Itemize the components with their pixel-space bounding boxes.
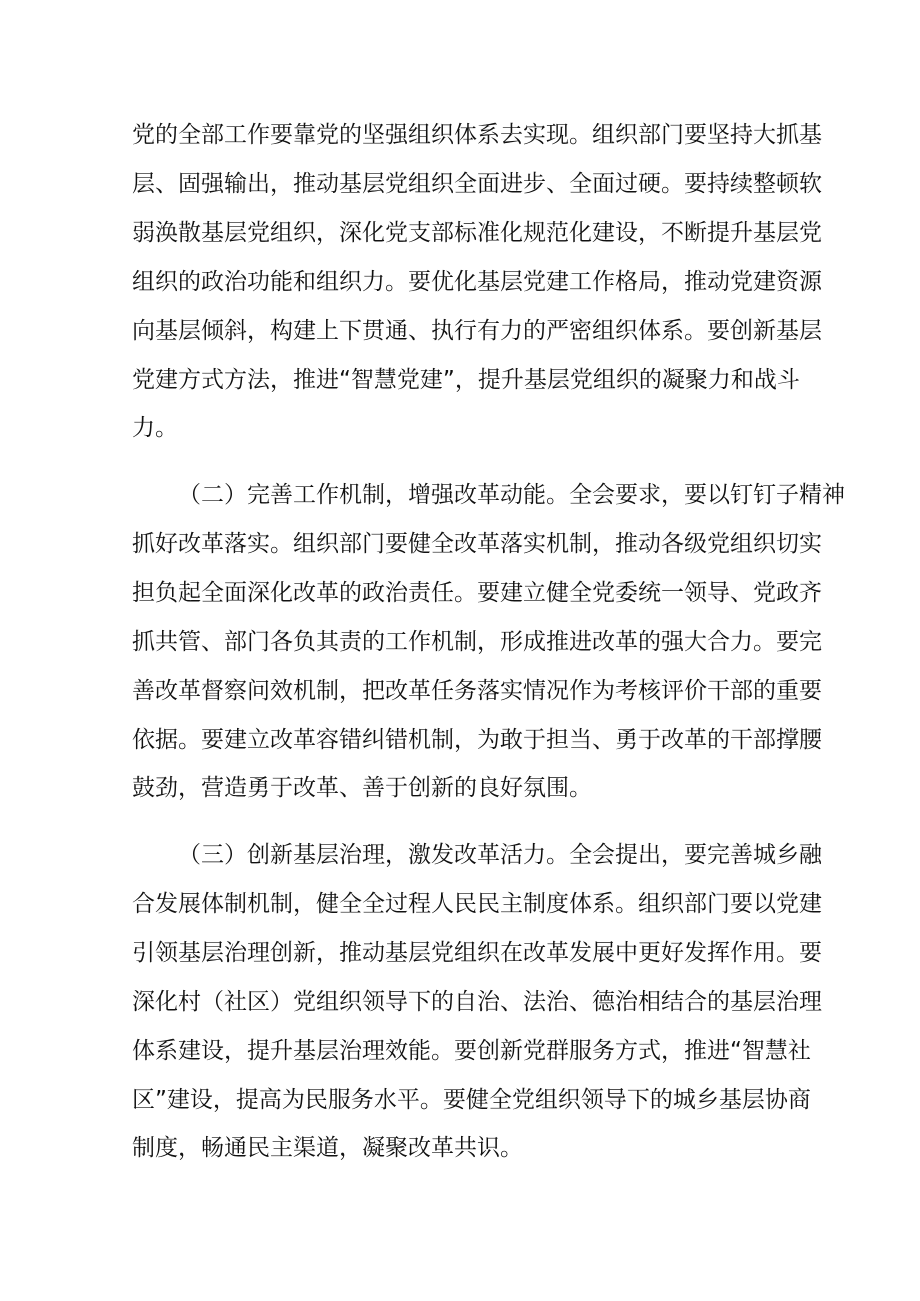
line-text: 组织的政治功能和组织力。要优化基层党建工作格局，推动党建资源: [132, 269, 822, 295]
paragraph-3-line-1: [0, 831, 920, 879]
paragraph-3-line-3: [0, 929, 920, 977]
line-text: 力。: [132, 415, 178, 441]
line-text: 层、固强输出，推动基层党组织全面进步、全面过硬。要持续整顿软: [132, 171, 822, 197]
paragraph-1-line-2: [0, 160, 920, 208]
paragraph-2-line-4: [0, 618, 920, 666]
line-text: 依据。要建立改革容错纠错机制，为敢于担当、勇于改革的干部撑腰: [132, 727, 822, 753]
paragraph-1-line-6: [0, 356, 920, 404]
paragraph-2-line-1: [0, 471, 920, 519]
line-text: （二）完善工作机制，增强改革动能。全会要求，要以钉钉子精神: [178, 482, 845, 508]
line-text: 党建方式方法，推进“智慧党建”，提升基层党组织的凝聚力和战斗: [132, 367, 800, 393]
line-text: 引领基层治理创新，推动基层党组织在改革发展中更好发挥作用。要: [132, 940, 822, 966]
paragraph-3-line-5: [0, 1027, 920, 1075]
paragraph-1-line-5: [0, 307, 920, 355]
line-text: 深化村（社区）党组织领导下的自治、法治、德治相结合的基层治理: [132, 989, 822, 1015]
paragraph-1-line-7: [0, 404, 920, 452]
line-text: 抓好改革落实。组织部门要健全改革落实机制，推动各级党组织切实: [132, 531, 822, 557]
line-text: 担负起全面深化改革的政治责任。要建立健全党委统一领导、党政齐: [132, 580, 822, 606]
paragraph-1-line-3: [0, 209, 920, 257]
line-text: 制度，畅通民主渠道，凝聚改革共识。: [132, 1135, 523, 1161]
line-text: 鼓劲，营造勇于改革、善于创新的良好氛围。: [132, 775, 592, 801]
line-text: 合发展体制机制，健全全过程人民民主制度体系。组织部门要以党建: [132, 891, 822, 917]
line-text: 党的全部工作要靠党的坚强组织体系去实现。组织部门要坚持大抓基: [132, 122, 822, 148]
line-text: 向基层倾斜，构建上下贯通、执行有力的严密组织体系。要创新基层: [132, 318, 822, 344]
paragraph-3-line-4: [0, 978, 920, 1026]
paragraph-2-line-3: [0, 569, 920, 617]
paragraph-3-line-2: [0, 880, 920, 928]
paragraph-1-line-1: [0, 111, 920, 159]
paragraph-2-line-6: [0, 716, 920, 764]
line-text: 弱涣散基层党组织，深化党支部标准化规范化建设，不断提升基层党: [132, 220, 822, 246]
line-text: 抓共管、部门各负其责的工作机制，形成推进改革的强大合力。要完: [132, 629, 822, 655]
paragraph-3-line-7: [0, 1124, 920, 1172]
paragraph-2-line-7: [0, 764, 920, 812]
line-text: 区”建设，提高为民服务水平。要健全党组织领导下的城乡基层协商: [132, 1087, 811, 1113]
paragraph-3-line-6: [0, 1076, 920, 1124]
line-text: （三）创新基层治理，激发改革活力。全会提出，要完善城乡融: [178, 842, 822, 868]
line-text: 体系建设，提升基层治理效能。要创新党群服务方式，推进“智慧社: [132, 1038, 811, 1064]
line-text: 善改革督察问效机制，把改革任务落实情况作为考核评价干部的重要: [132, 678, 822, 704]
paragraph-2-line-5: [0, 667, 920, 715]
paragraph-1-line-4: [0, 258, 920, 306]
paragraph-2-line-2: [0, 520, 920, 568]
